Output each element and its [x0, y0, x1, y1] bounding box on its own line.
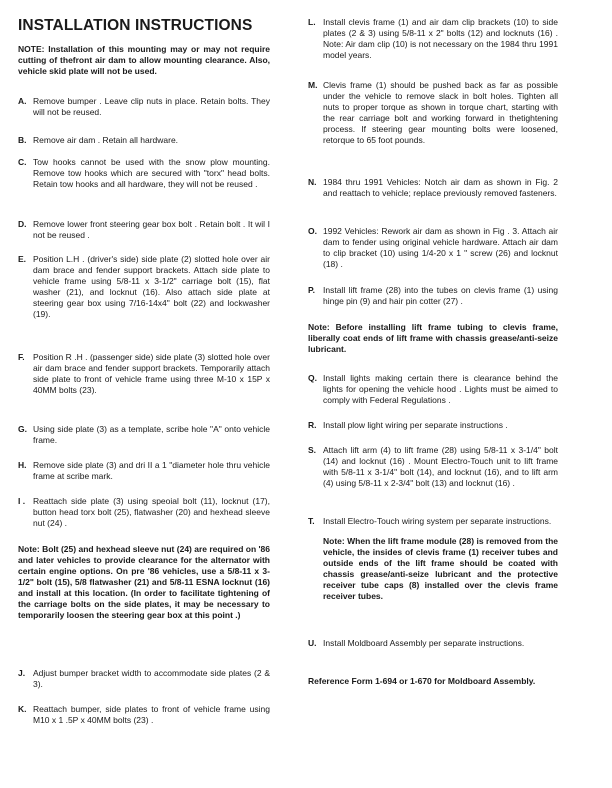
step-letter: N.	[308, 177, 317, 187]
step-text: Install Electro-Touch wiring system per separate instructions.	[323, 516, 552, 526]
step-letter: C.	[18, 157, 27, 167]
step-letter: A.	[18, 96, 27, 106]
step-t-body	[323, 516, 558, 602]
step-letter: D.	[18, 219, 27, 229]
step-f	[18, 352, 270, 396]
step-letter: S.	[308, 445, 317, 455]
step-g	[18, 424, 270, 446]
step-c	[18, 157, 270, 190]
step-letter: H.	[18, 460, 27, 470]
step-o	[308, 226, 558, 270]
step-text: Reattach side plate (3) using speoial bolt (11), locknut (17), button head torx bolt (25), flatwasher (20) and hexhead sleeve nut (24) .	[33, 496, 270, 528]
step-n	[308, 177, 558, 199]
step-text: Attach lift arm (4) to lift frame (28) using 5/8-11 x 3-1/4" bolt (14) and locknut (16) . Mount Electro-Touch unit to lift frame with 5/8-11 x 3-1/4" bolt (14), and locknut (16), and to lift arm (4) using 5/8-11 x 2-3/4" bolt (13) and locknut (16) .	[323, 445, 558, 488]
page-title: INSTALLATION INSTRUCTIONS	[18, 17, 253, 34]
step-s	[308, 445, 558, 489]
step-u	[308, 638, 558, 649]
reference-note: Reference Form 1-694 or 1-670 for Moldboard Assembly.	[308, 676, 536, 686]
step-letter: M.	[308, 80, 318, 90]
step-letter: E.	[18, 254, 27, 264]
step-letter: T.	[308, 516, 315, 526]
step-e	[18, 254, 270, 320]
step-text: Reattach bumper, side plates to front of vehicle frame using M10 x 1 .5P x 40MM bolts (23) .	[33, 704, 270, 725]
step-text: Install Moldboard Assembly per separate instructions.	[323, 638, 525, 648]
lift-frame-removal-note: Note: When the lift frame module (28) is removed from the vehicle, the insides of clevis frame (1) receiver tubes and outside ends of the lift frame should be coated with chassis grease/anti-seize lubricant and the protective receiver tube caps (8) installed over the clevis frame receiver tubes.	[323, 536, 558, 601]
step-m	[308, 80, 558, 146]
step-p	[308, 285, 558, 307]
step-text: Remove air dam . Retain all hardware.	[33, 135, 179, 145]
step-t	[308, 516, 558, 602]
step-letter: O.	[308, 226, 317, 236]
step-text: Clevis frame (1) should be pushed back as far as possible under the vehicle to remove slack in bolt holes. Tighten all nuts to proper torque as shown in torque chart, starting with the rear carriage bolt and working forward in thetightening process. If steering gear mounting bolts were loosened, retorque to 65 foot pounds.	[323, 80, 558, 145]
intro-note: NOTE: Installation of this mounting may or may not require cutting of thefront air dam to allow mounting clearance. Also, vehicle skid plate will not be used.	[18, 44, 270, 76]
step-letter: I .	[18, 496, 26, 506]
step-letter: G.	[18, 424, 27, 434]
step-text: Install clevis frame (1) and air dam clip brackets (10) to side plates (2 & 3) using 5/8-11 x 2" bolts (12) and locknuts (16) . Note: Air dam clip (10) is not necessary on the 1984 thru 1991 model years.	[323, 17, 558, 60]
step-r	[308, 420, 558, 431]
step-text: Tow hooks cannot be used with the snow plow mounting. Remove tow hooks which are secured with "torx" head bolts. Retain tow hooks and all hardware, they will not be reused .	[33, 157, 270, 189]
step-letter: R.	[308, 420, 317, 430]
step-letter: J.	[18, 668, 26, 678]
lift-frame-note: Note: Before installing lift frame tubing to clevis frame, liberally coat ends of lift frame with chassis grease/anti-seize lubricant.	[308, 322, 558, 354]
step-d	[18, 219, 270, 241]
step-letter: K.	[18, 704, 27, 714]
step-k	[18, 704, 270, 726]
step-a	[18, 96, 270, 118]
bolt-note: Note: Bolt (25) and hexhead sleeve nut (24) are required on '86 and later vehicles to provide clearance for the alternator with certain engine options. On pre '86 vehicles, use a 5/8-11 x 3- 1/2" bolt (15), 5/8 flatwasher (21) and 5/8-11 ESNA locknut (16) and install at this location. (In order to facilitate tightening of the carriage bolts on the side plates, it may be necessary to temporarily loosen the steering gear box at this point .)	[18, 544, 270, 620]
step-i	[18, 496, 270, 529]
step-text: Install lights making certain there is clearance behind the lights for opening the vehicle hood . Lights must be aimed to comply with Federal Regulations .	[323, 373, 558, 405]
step-q	[308, 373, 558, 406]
step-letter: U.	[308, 638, 317, 648]
step-text: Adjust bumper bracket width to accommodate side plates (2 & 3).	[33, 668, 270, 689]
step-letter: F.	[18, 352, 25, 362]
step-letter: B.	[18, 135, 27, 145]
step-h	[18, 460, 270, 482]
step-text: Install lift frame (28) into the tubes on clevis frame (1) using hinge pin (9) and hair pin cotter (27) .	[323, 285, 558, 306]
step-text: Remove bumper . Leave clip nuts in place. Retain bolts. They will not be reused.	[33, 96, 270, 117]
step-j	[18, 668, 270, 690]
step-text: Remove lower front steering gear box bolt . Retain bolt . It wil I not be reused .	[33, 219, 270, 240]
step-l	[308, 17, 558, 61]
step-text: 1984 thru 1991 Vehicles: Notch air dam as shown in Fig. 2 and reattach to vehicle; replace previously removed fasteners.	[323, 177, 558, 198]
step-letter: Q.	[308, 373, 317, 383]
step-text: Remove side plate (3) and dri II a 1 "diameter hole thru vehicle frame at scribe mark.	[33, 460, 270, 481]
step-letter: L.	[308, 17, 316, 27]
step-letter: P.	[308, 285, 315, 295]
step-text: 1992 Vehicles: Rework air dam as shown in Fig . 3. Attach air dam to fender using original vehicle hardware. Attach air dam to clip bracket (10) using 1/4-20 x 1 " screw (26) and locknut (18) .	[323, 226, 558, 269]
step-b	[18, 135, 270, 146]
step-text: Using side plate (3) as a template, scribe hole "A" onto vehicle frame.	[33, 424, 270, 445]
step-text: Position R .H . (passenger side) side plate (3) slotted hole over air dam brace and fender support brackets. Temporarily attach side plate to front of vehicle frame using three M-10 x 15P x 40MM bolts (23).	[33, 352, 270, 395]
step-text: Install plow light wiring per separate instructions .	[323, 420, 508, 430]
step-text: Position L.H . (driver's side) side plate (2) slotted hole over air dam brace and fender support brackets. Attach side plate to vehicle frame using 5/8-11 x 3-1/2" carriage bolt (15), flat washer (21), and locknut (16). Also attach side plate at steering gear box using 7/16-14x4" bolt (22) and lockwasher (19).	[33, 254, 270, 319]
